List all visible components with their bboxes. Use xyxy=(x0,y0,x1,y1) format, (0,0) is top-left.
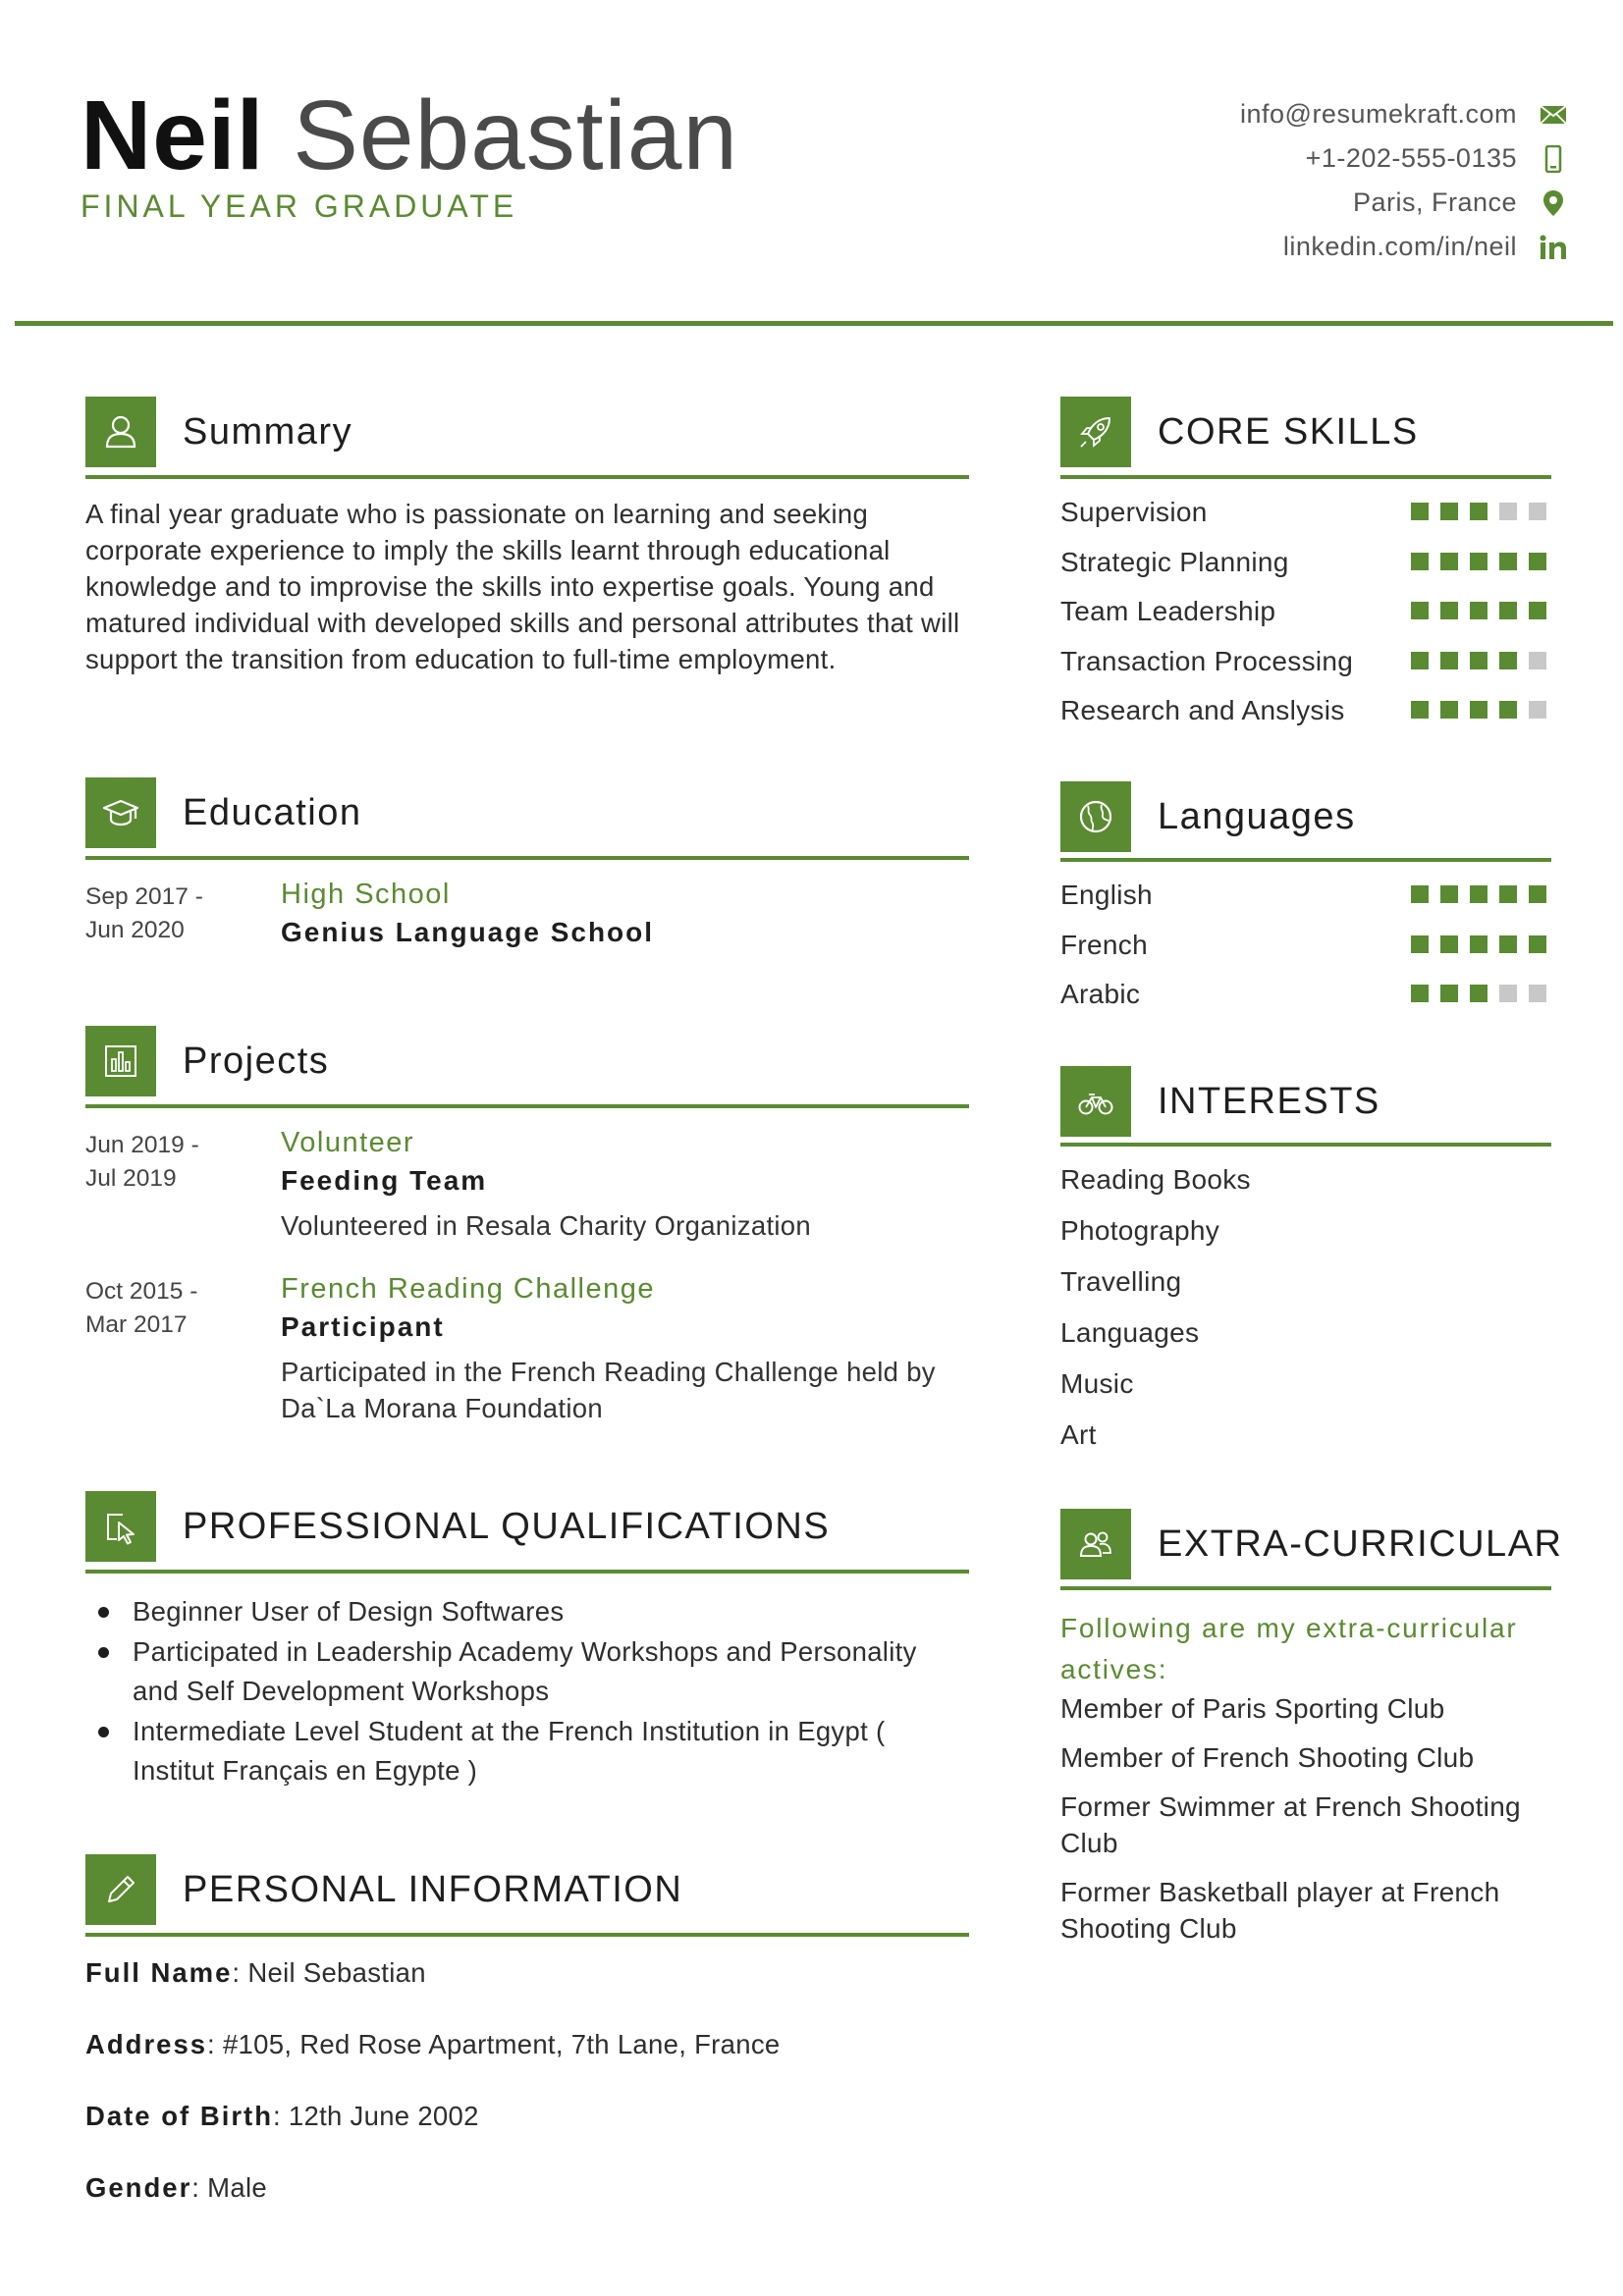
personal-gender: Gender: Male xyxy=(85,2172,267,2203)
personal-full-name: Full Name: Neil Sebastian xyxy=(85,1957,426,1988)
qualifications-list xyxy=(85,1592,969,1791)
project-2-title: French Reading Challenge xyxy=(281,1273,655,1305)
field-value: Male xyxy=(207,2172,267,2203)
skill-name: Strategic Planning xyxy=(1060,546,1289,577)
user-icon xyxy=(85,397,156,467)
bar-chart-icon xyxy=(85,1026,156,1096)
job-title: FINAL YEAR GRADUATE xyxy=(81,188,518,224)
rating-square-filled xyxy=(1440,985,1458,1002)
rating-square-filled xyxy=(1499,701,1517,719)
projects-title: Projects xyxy=(183,1040,330,1082)
rating-square-empty xyxy=(1529,503,1546,520)
rating-meter xyxy=(1399,701,1546,719)
interest-item: Languages xyxy=(1060,1317,1200,1348)
field-value: #105, Red Rose Apartment, 7th Lane, France xyxy=(222,2029,781,2059)
rating-square-filled xyxy=(1440,701,1458,719)
rating-square-filled xyxy=(1499,553,1517,570)
first-name: Neil xyxy=(81,80,265,190)
rating-square-filled xyxy=(1411,935,1429,953)
rating-square-filled xyxy=(1411,602,1429,619)
cursor-click-icon xyxy=(85,1491,156,1562)
rating-square-filled xyxy=(1499,652,1517,669)
rating-square-filled xyxy=(1499,602,1517,619)
bicycle-icon xyxy=(1060,1066,1131,1137)
contact-linkedin[interactable] xyxy=(1240,225,1568,269)
core-skills-rule xyxy=(1060,475,1551,479)
contact-block xyxy=(1240,92,1568,269)
rating-square-filled xyxy=(1411,503,1429,520)
field-label: Address xyxy=(85,2029,208,2059)
candidate-name xyxy=(81,77,738,194)
language-name: English xyxy=(1060,880,1153,910)
personal-title: PERSONAL INFORMATION xyxy=(183,1868,683,1910)
rating-square-filled xyxy=(1470,553,1488,570)
project-1-date: Jun 2019 - Jul 2019 xyxy=(85,1132,199,1192)
rating-square-filled xyxy=(1440,885,1458,903)
rating-meter xyxy=(1399,553,1546,570)
field-value: Neil Sebastian xyxy=(247,1957,426,1988)
linkedin-icon xyxy=(1539,233,1568,262)
extra-item: Member of French Shooting Club xyxy=(1060,1742,1475,1773)
project-1-title: Volunteer xyxy=(281,1127,415,1158)
project-2-role: Participant xyxy=(281,1311,445,1342)
rating-square-filled xyxy=(1529,553,1546,570)
rating-meter xyxy=(1399,503,1546,520)
extra-item: Former Basketball player at French Shooting Club xyxy=(1060,1877,1500,1944)
skill-row xyxy=(1060,689,1551,732)
last-name: Sebastian xyxy=(293,80,738,190)
rating-square-filled xyxy=(1499,885,1517,903)
list-item: Intermediate Level Student at the French Institution in Egypt ( Institut Français en Egypte ) xyxy=(85,1712,969,1790)
rating-square-filled xyxy=(1470,602,1488,619)
extra-heading xyxy=(1060,1509,1563,1579)
interest-item: Reading Books xyxy=(1060,1164,1251,1195)
contact-phone[interactable] xyxy=(1240,136,1568,181)
education-title: Education xyxy=(183,791,362,833)
education-entry-school: Genius Language School xyxy=(281,917,655,947)
header-divider xyxy=(15,321,1613,326)
extra-title: EXTRA-CURRICULAR xyxy=(1158,1522,1563,1565)
phone-text[interactable]: +1-202-555-0135 xyxy=(1305,143,1517,173)
rating-square-filled xyxy=(1529,935,1546,953)
core-skills-heading xyxy=(1060,397,1551,467)
rating-square-empty xyxy=(1529,652,1546,669)
project-1-description: Volunteered in Resala Charity Organization xyxy=(281,1210,811,1241)
summary-heading xyxy=(85,397,969,467)
language-row xyxy=(1060,924,1551,967)
summary-rule xyxy=(85,475,969,479)
rating-square-filled xyxy=(1470,652,1488,669)
personal-address: Address: #105, Red Rose Apartment, 7th Lane, France xyxy=(85,2029,781,2059)
rating-square-filled xyxy=(1470,885,1488,903)
rating-square-empty xyxy=(1499,503,1517,520)
qualifications-title: PROFESSIONAL QUALIFICATIONS xyxy=(183,1505,831,1547)
extra-item: Former Swimmer at French Shooting Club xyxy=(1060,1791,1521,1858)
language-row xyxy=(1060,874,1551,917)
project-2-description: Participated in the French Reading Challenge held by Da`La Morana Foundation xyxy=(281,1357,936,1423)
rating-square-filled xyxy=(1470,701,1488,719)
interests-rule xyxy=(1060,1143,1551,1147)
languages-heading xyxy=(1060,781,1551,852)
languages-title: Languages xyxy=(1158,795,1356,837)
extra-intro: Following are my extra-curricular actives: xyxy=(1060,1613,1518,1684)
rating-square-filled xyxy=(1411,652,1429,669)
globe-icon xyxy=(1060,781,1131,852)
education-date: Sep 2017 - Jun 2020 xyxy=(85,883,203,943)
interest-item: Music xyxy=(1060,1368,1134,1399)
rating-square-filled xyxy=(1411,553,1429,570)
skill-name: Transaction Processing xyxy=(1060,645,1354,676)
rating-square-filled xyxy=(1470,985,1488,1002)
rating-square-filled xyxy=(1440,652,1458,669)
projects-rule xyxy=(85,1104,969,1108)
list-item: Participated in Leadership Academy Workshops and Personality and Self Development Workshops xyxy=(85,1632,969,1711)
field-label: Gender xyxy=(85,2172,192,2203)
rating-meter xyxy=(1399,885,1546,903)
skill-name: Team Leadership xyxy=(1060,596,1276,626)
core-skills-title: CORE SKILLS xyxy=(1158,410,1419,453)
rating-square-filled xyxy=(1440,553,1458,570)
interest-item: Art xyxy=(1060,1419,1097,1450)
rating-square-empty xyxy=(1499,985,1517,1002)
graduation-cap-icon xyxy=(85,777,156,848)
field-label: Date of Birth xyxy=(85,2101,273,2131)
qualifications-heading xyxy=(85,1491,969,1562)
list-item: Beginner User of Design Softwares xyxy=(85,1592,969,1631)
skill-row xyxy=(1060,590,1551,633)
rating-meter xyxy=(1399,935,1546,953)
skill-row xyxy=(1060,541,1551,584)
rating-square-filled xyxy=(1411,985,1429,1002)
rating-square-filled xyxy=(1440,503,1458,520)
languages-rule xyxy=(1060,858,1551,862)
group-icon xyxy=(1060,1509,1131,1579)
education-heading xyxy=(85,777,969,848)
rating-square-filled xyxy=(1470,503,1488,520)
personal-dob: Date of Birth: 12th June 2002 xyxy=(85,2101,479,2131)
rating-square-empty xyxy=(1529,701,1546,719)
skill-row xyxy=(1060,640,1551,683)
location-text: Paris, France xyxy=(1352,187,1517,217)
rocket-icon xyxy=(1060,397,1131,467)
rating-square-empty xyxy=(1529,985,1546,1002)
rating-meter xyxy=(1399,602,1546,619)
project-2-date: Oct 2015 - Mar 2017 xyxy=(85,1278,198,1338)
summary-title: Summary xyxy=(183,410,353,453)
rating-square-filled xyxy=(1440,935,1458,953)
phone-icon xyxy=(1539,144,1568,174)
rating-square-filled xyxy=(1470,935,1488,953)
rating-square-filled xyxy=(1440,602,1458,619)
extra-rule xyxy=(1060,1586,1551,1590)
personal-heading xyxy=(85,1854,969,1925)
email-text[interactable]: info@resumekraft.com xyxy=(1240,99,1517,129)
interest-item: Photography xyxy=(1060,1215,1220,1246)
rating-meter xyxy=(1399,652,1546,669)
pencil-icon xyxy=(85,1854,156,1925)
linkedin-text[interactable]: linkedin.com/in/neil xyxy=(1282,232,1517,261)
skill-name: Supervision xyxy=(1060,497,1208,527)
field-value: 12th June 2002 xyxy=(288,2101,479,2131)
contact-location xyxy=(1240,181,1568,225)
summary-text: A final year graduate who is passionate on learning and seeking corporate experience to imply the skills learnt through educational knowledge and to improvise the skills into expertise goals. Young and matured individual with developed skills and personal attributes that will support the transition from education to full-time employment. xyxy=(85,499,960,674)
interests-heading xyxy=(1060,1066,1551,1137)
rating-meter xyxy=(1399,985,1546,1002)
rating-square-filled xyxy=(1529,602,1546,619)
rating-square-filled xyxy=(1529,885,1546,903)
interests-title: INTERESTS xyxy=(1158,1080,1380,1122)
language-row xyxy=(1060,973,1551,1016)
envelope-icon xyxy=(1539,100,1568,130)
skill-row xyxy=(1060,491,1551,534)
location-pin-icon xyxy=(1539,188,1568,218)
rating-square-filled xyxy=(1499,935,1517,953)
project-1-role: Feeding Team xyxy=(281,1165,488,1196)
education-entry-title: High School xyxy=(281,879,451,910)
education-rule xyxy=(85,856,969,860)
skill-name: Research and Anslysis xyxy=(1060,695,1345,725)
field-label: Full Name xyxy=(85,1957,233,1988)
interest-item: Travelling xyxy=(1060,1266,1182,1297)
rating-square-filled xyxy=(1411,885,1429,903)
qualifications-rule xyxy=(85,1570,969,1574)
rating-square-filled xyxy=(1411,701,1429,719)
contact-email[interactable] xyxy=(1240,92,1568,136)
projects-heading xyxy=(85,1026,969,1096)
language-name: Arabic xyxy=(1060,979,1141,1009)
language-name: French xyxy=(1060,929,1148,960)
extra-item: Member of Paris Sporting Club xyxy=(1060,1693,1445,1724)
personal-rule xyxy=(85,1933,969,1937)
